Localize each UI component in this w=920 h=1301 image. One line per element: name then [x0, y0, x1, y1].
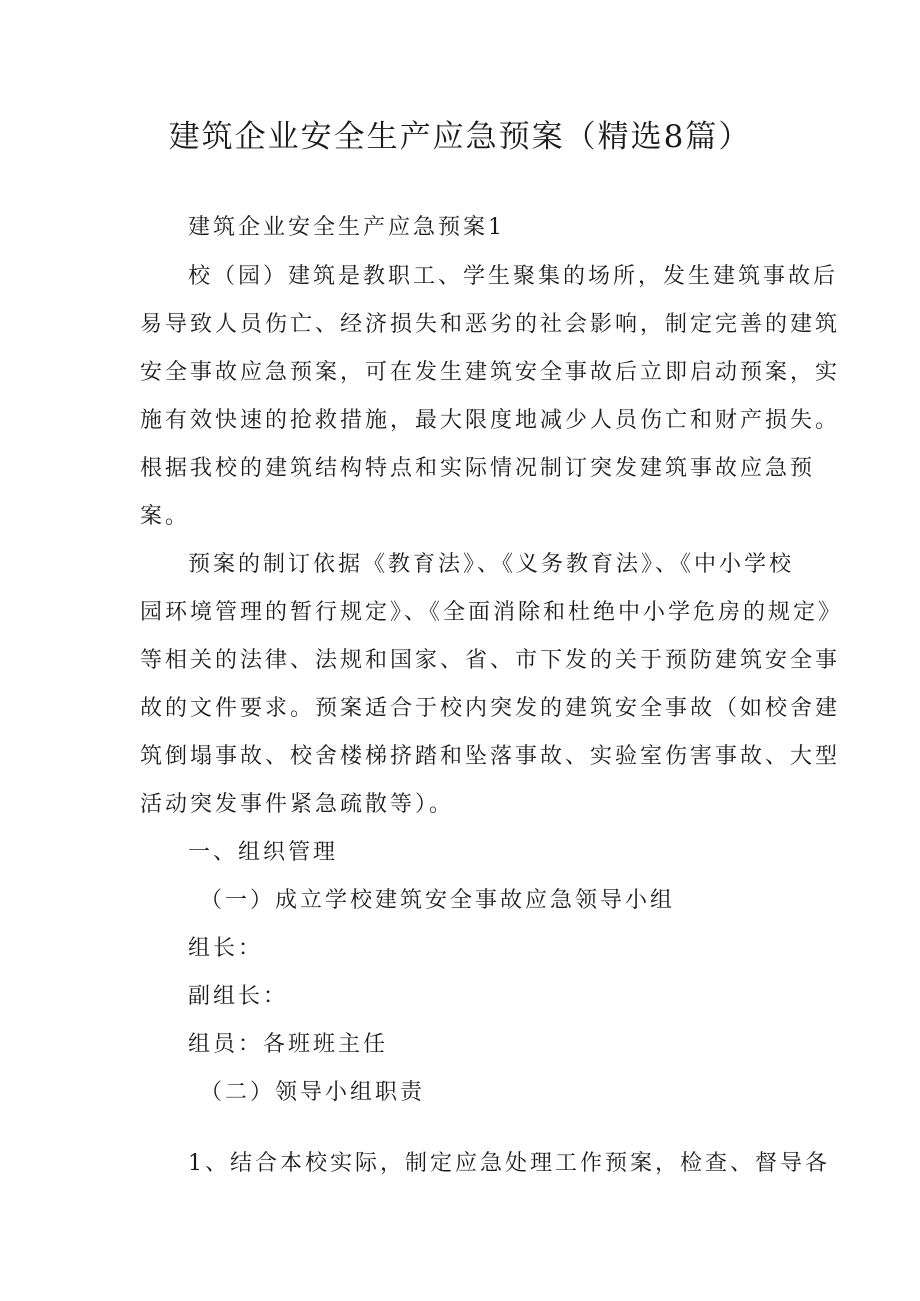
paragraph-line: 校（园）建筑是教职工、学生聚集的场所，发生建筑事故后	[188, 264, 839, 289]
paragraph-1	[140, 253, 841, 541]
paragraph-2	[140, 541, 844, 829]
subsection-heading: （二）领导小组职责	[200, 1080, 426, 1105]
paragraph-line: 案。	[140, 504, 191, 529]
members-line: 组员：各班班主任	[188, 1032, 389, 1057]
paragraph-line: 活动突发事件紧急疏散等）。	[140, 792, 455, 817]
paragraph-line: 园环境管理的暂行规定》、《全面消除和杜绝中小学危房的规定》	[140, 600, 844, 625]
subsection-heading: （一）成立学校建筑安全事故应急领导小组	[200, 888, 676, 913]
leader-line: 组长：	[188, 936, 264, 961]
list-item: 1、结合本校实际，制定应急处理工作预案，检查、督导各	[188, 1151, 830, 1176]
paragraph-line: 预案的制订依据《教育法》、《义务教育法》、《中小学校	[188, 552, 795, 577]
document-title: 建筑企业安全生产应急预案（精选8篇）	[168, 119, 752, 155]
paragraph-line: 等相关的法律、法规和国家、省、市下发的关于预防建筑安全事	[140, 648, 841, 673]
paragraph-line: 安全事故应急预案，可在发生建筑安全事故后立即启动预案，实	[140, 360, 841, 385]
section-heading: 一、组织管理	[188, 840, 339, 865]
paragraph-line: 施有效快速的抢救措施，最大限度地减少人员伤亡和财产损失。	[140, 408, 841, 433]
vice-leader-line: 副组长：	[188, 984, 289, 1009]
section-subtitle: 建筑企业安全生产应急预案1	[188, 215, 505, 240]
paragraph-line: 筑倒塌事故、校舍楼梯挤踏和坠落事故、实验室伤害事故、大型	[140, 744, 841, 769]
paragraph-line: 故的文件要求。预案适合于校内突发的建筑安全事故（如校舍建	[140, 696, 841, 721]
paragraph-line: 易导致人员伤亡、经济损失和恶劣的社会影响，制定完善的建筑	[140, 312, 841, 337]
paragraph-line: 根据我校的建筑结构特点和实际情况制订突发建筑事故应急预	[140, 456, 816, 481]
